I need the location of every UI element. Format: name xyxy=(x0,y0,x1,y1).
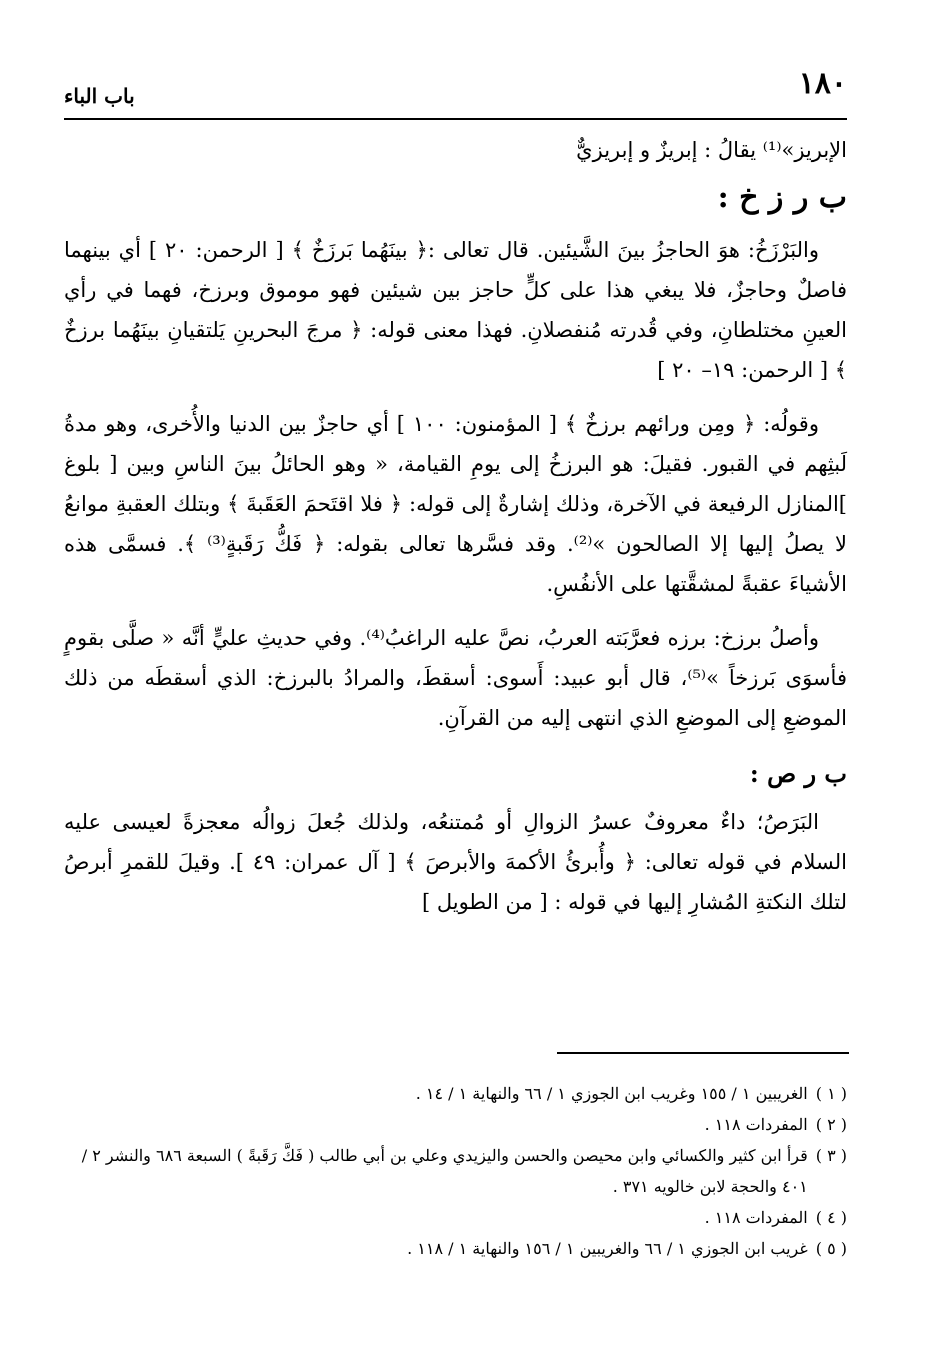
footnote-number: ( ٤ ) xyxy=(815,1208,847,1227)
footnote-number: ( ١ ) xyxy=(815,1084,847,1103)
intro-line: الإبريز»⁽¹⁾ يقالُ : إبريزٌ و إبريزيٌّ xyxy=(576,138,847,162)
footnote-divider xyxy=(557,1052,849,1054)
footnote xyxy=(64,1140,847,1202)
entry-heading-barzakh: ب ر ز خ : xyxy=(717,180,847,215)
footnote-text: غريب ابن الجوزي ١ / ٦٦ والغريبين ١ / ١٥٦ والنهاية ١ / ١١٨ . xyxy=(407,1239,808,1258)
footnotes xyxy=(64,1078,847,1264)
footnote-number: ( ٥ ) xyxy=(815,1239,847,1258)
page-number: ١٨٠ xyxy=(798,66,847,101)
main-text xyxy=(64,130,847,936)
footnote xyxy=(64,1109,847,1140)
paragraph: البَرَصُ؛ داءٌ معروفٌ عسرُ الزوالِ أو مُمتنعُه، ولذلك جُعلَ زوالُه معجزةً لعيسى عليه السلام في قوله تعالى: ﴿ وأُبرئُ الأكمهَ والأبرصَ ﴾ [ آل عمران: ٤٩ ]. وقيلَ للقمرِ أبرصُ لتلك النكتةِ المُشارِ إليها في قوله : [ من الطويل ] xyxy=(64,810,847,914)
entry-heading-baras: ب ر ص : xyxy=(749,759,847,788)
paragraph: والبَرْزَخُ: هوَ الحاجزُ بينَ الشَّيئين. قال تعالى :﴿ بينَهُما بَرزَخٌ ﴾ [ الرحمن: ٢٠ ] أي بينهما فاصلٌ وحاجزٌ، فلا يبغي هذا على كلٍّ حاجز بين شيئين فهو موموق وبرزخ، فهما في رأي العينِ مختلطانِ، وفي قُدرته مُنفصلانِ. فهذا معنى قوله: ﴿ مرجَ البحرينِ يَلتقيانِ بينَهُما برزخٌ ﴾ [ الرحمن: ١٩– ٢٠ ] xyxy=(64,238,847,382)
footnote xyxy=(64,1202,847,1233)
paragraph: وقولُه: ﴿ ومِن ورائهم برزخٌ ﴾ [ المؤمنون: ١٠٠ ] أي حاجزٌ بين الدنيا والأُخرى، وهو مدةُ لَبثِهم في القبور. فقيلَ: هو البرزخُ إلى يومِ القيامة، « وهو الحائلُ بينَ الناسِ وبين [ بلوغ ]المنازل الرفيعة في الآخرة، وذلك إشارةٌ إلى قوله: ﴿ فلا اقتَحمَ العَقَبةَ ﴾ وبتلك العقبةِ موانعُ لا يصلُ إليها إلا الصالحون »⁽²⁾. وقد فسَّرها تعالى بقوله: ﴿ فَكُّ رَقَبةٍ⁽³⁾ ﴾. فسمَّى هذه الأشياءَ عقبةً لمشقَّتها على الأنفُسِ. xyxy=(64,412,847,596)
footnote-text: قرأ ابن كثير والكسائي وابن محيصن والحسن واليزيدي وعلي بن أبي طالب ( فَكَّ رَقَبةً ) السبعة ٦٨٦ والنشر ٢ / ٤٠١ والحجة لابن خالويه ٣٧١ . xyxy=(81,1146,808,1196)
footnote-text: المفردات ١١٨ . xyxy=(704,1115,808,1134)
footnote xyxy=(64,1078,847,1109)
paragraph: وأصلُ برزخ: برزه فعرَّبَته العربُ، نصَّ عليه الراغبُ⁽⁴⁾. وفي حديثِ عليٍّ أنَّه « صلَّى بقومٍ فأسوَى بَرزخاً »⁽⁵⁾، قال أبو عبيد: أَسوى: أسقطَ، والمرادُ بالبرزخ: الذي أسقطَه من ذلك الموضعِ إلى الموضعِ الذي انتهى إليه من القرآنِ. xyxy=(64,626,847,730)
chapter-title: باب الباء xyxy=(64,84,135,108)
footnote-text: المفردات ١١٨ . xyxy=(704,1208,808,1227)
header-divider xyxy=(64,118,847,120)
footnote xyxy=(64,1233,847,1264)
footnote-number: ( ٣ ) xyxy=(815,1146,847,1165)
footnote-text: الغريبين ١ / ١٥٥ وغريب ابن الجوزي ١ / ٦٦ والنهاية ١ / ١٤ . xyxy=(415,1084,808,1103)
page-header xyxy=(64,64,847,114)
footnote-number: ( ٢ ) xyxy=(815,1115,847,1134)
